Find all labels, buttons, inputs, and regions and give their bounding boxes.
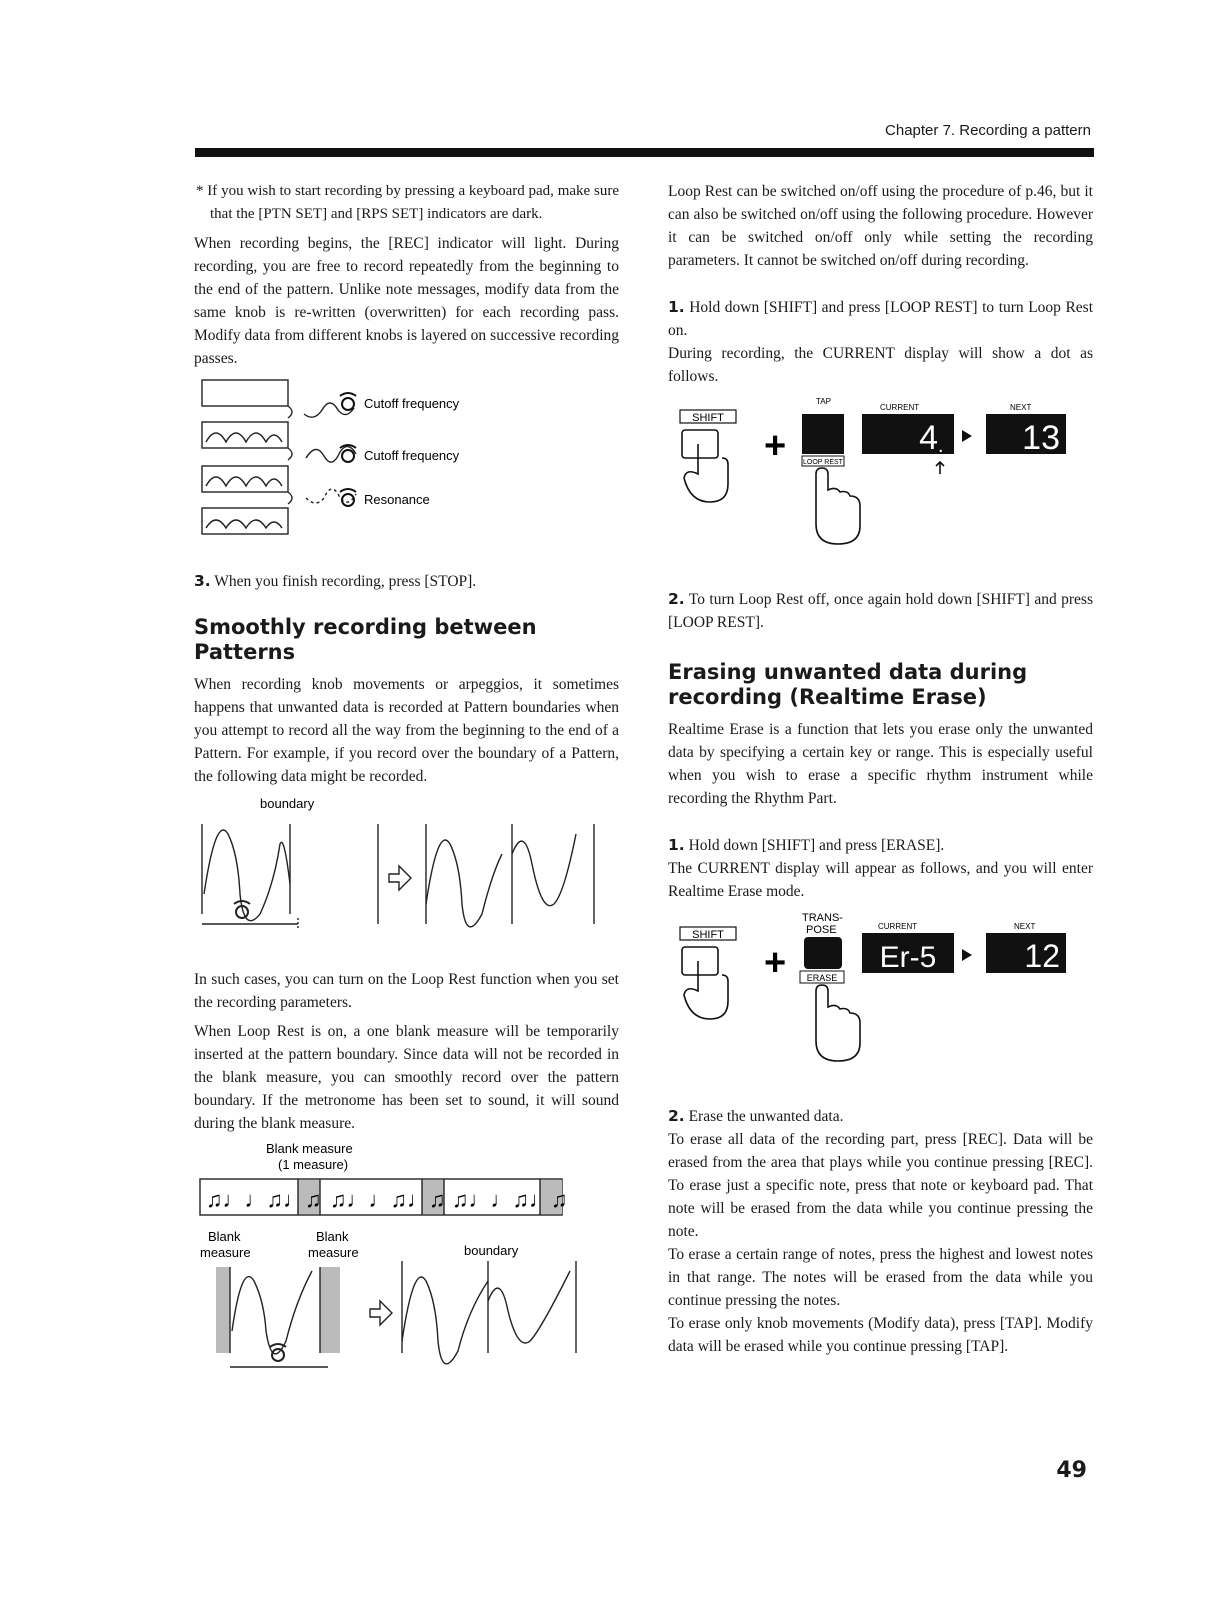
button-label: POSE [806,924,837,936]
page-number: 49 [1056,1458,1087,1483]
step-number: 1. [668,298,685,316]
step-text: Hold down [SHIFT] and press [LOOP REST] to turn Loop Rest on. [668,299,1093,339]
display-label: CURRENT [880,403,920,412]
step-number: 1. [668,836,685,854]
section-heading: Erasing unwanted data during recording (Realtime Erase) [668,660,1028,709]
step-number: 2. [668,590,685,608]
header-rule [195,148,1094,157]
hand-icon [682,947,728,1019]
display-label: CURRENT [878,922,918,931]
dot-icon: . [938,435,944,457]
paragraph: In such cases, you can turn on the Loop Rest function when you set the recording parameters. [194,971,619,1011]
tap-button [802,414,844,454]
display-label: NEXT [1014,922,1036,931]
paragraph: To erase only knob movements (Modify data), press [TAP]. Modify data will be erased while you continue pressing [TAP]. [668,1315,1093,1355]
figure-label: Blank [316,1229,349,1244]
display-label: NEXT [1010,403,1032,412]
paragraph: When recording knob movements or arpeggios, it sometimes happens that unwanted data is recorded at Pattern boundaries when you attempt to record all the way from the beginning to the end of a Pattern. For example, if you record over the boundary of a Pattern, the following data might be recorded. [194,676,619,785]
paragraph: To erase a certain range of notes, press the highest and lowest notes in that range. The notes will be erased from the data while you continue pressing the notes. [668,1246,1093,1309]
paragraph: During recording, the CURRENT display will show a dot as follows. [668,345,1093,385]
figure-label: measure [200,1245,251,1260]
step-text: When you finish recording, press [STOP]. [214,573,477,590]
right-column [668,180,1093,1364]
figure-label: Cutoff frequency [364,448,460,463]
layered-recording-figure [194,376,494,546]
paragraph: To erase all data of the recording part, press [REC]. Data will be erased from the area that plays while you continue pressing [REC]. To erase just a specific note, press that note or keyboard pad. That note will be erased from the data while you continue pressing the note. [668,1131,1093,1240]
button-label: SHIFT [692,412,724,424]
figure-label: measure [308,1245,359,1260]
arrow-right-icon [962,949,972,961]
figure-label: (1 measure) [278,1157,349,1172]
button-label: LOOP REST [803,459,843,466]
step-number: 2. [668,1107,685,1125]
arrow-up-icon [936,462,944,474]
step-number: 3. [194,572,211,590]
left-column [194,180,619,1381]
notes: ♫♩♩♫♩♫ [206,1187,322,1212]
step-text: To turn Loop Rest off, once again hold down [SHIFT] and press [LOOP REST]. [668,591,1093,631]
step-3 [194,570,619,593]
step-2 [668,588,1093,634]
figure-label: Blank measure [266,1141,353,1156]
figure-label: Cutoff frequency [364,396,460,411]
boundary-figure [194,794,619,944]
hand-icon [816,985,860,1061]
display-value: Er-5 [879,941,937,974]
step-text: Hold down [SHIFT] and press [ERASE]. [688,837,945,854]
figure-label: Blank [208,1229,241,1244]
step-2-erase [668,1105,1093,1128]
chapter-header: Chapter 7. Recording a pattern [885,122,1091,139]
notes: ♫♩♩♫♩♫ [330,1187,446,1212]
transpose-button [804,937,842,969]
step-text: Erase the unwanted data. [688,1108,844,1125]
figure-label: Resonance [364,492,430,507]
paragraph: When recording begins, the [REC] indicator will light. During recording, you are free to record repeatedly from the beginning to the end of the pattern. Unlike note messages, modify data from the same knob is re-written (overwritten) for each recording pass. Modify data from different knobs is layered on successive recording passes. [194,235,619,367]
paragraph: When Loop Rest is on, a one blank measure will be temporarily inserted at the pattern boundary. Since data will not be recorded in the blank measure, you can smoothly record over the pattern boundary. If the metronome has been set to sound, it will sound during the blank measure. [194,1023,619,1132]
figure-label: boundary [260,796,315,811]
button-label: TRANS- [802,912,843,924]
display-value: 13 [1022,419,1060,457]
step-1-erase [668,834,1093,857]
button-label: SHIFT [692,929,724,941]
section-heading: Smoothly recording between Patterns [194,615,537,664]
hand-icon [682,430,728,502]
button-label: TAP [816,397,831,406]
plus-icon: + [764,425,787,467]
display-value: 4 [919,419,938,457]
paragraph: Loop Rest can be switched on/off using the procedure of p.46, but it can also be switched on/off using the following procedure. However it can be switched on/off only while setting the recording parameters. It cannot be switched on/off during recording. [668,183,1093,269]
figure-label: boundary [464,1243,519,1258]
arrow-right-icon [962,430,972,442]
paragraph: Realtime Erase is a function that lets you erase only the unwanted data by specifying a certain key or range. This is especially useful when you wish to erase a specific rhythm instrument while recording the Rhythm Part. [668,721,1093,807]
display-value: 12 [1024,938,1060,974]
loop-rest-panel-figure [668,394,1093,564]
plus-icon: + [764,942,787,984]
notes: ♫♩♩♫♩♫ [452,1187,568,1212]
blank-measure-figure [194,1141,619,1381]
realtime-erase-panel-figure [668,909,1093,1079]
step-1 [668,296,1093,342]
hand-icon [816,468,860,544]
paragraph: The CURRENT display will appear as follows, and you will enter Realtime Erase mode. [668,860,1093,900]
note-text: * If you wish to start recording by pressing a keyboard pad, make sure that the [PTN SET] and [RPS SET] indicators are dark. [196,183,619,222]
button-label: ERASE [806,973,838,983]
